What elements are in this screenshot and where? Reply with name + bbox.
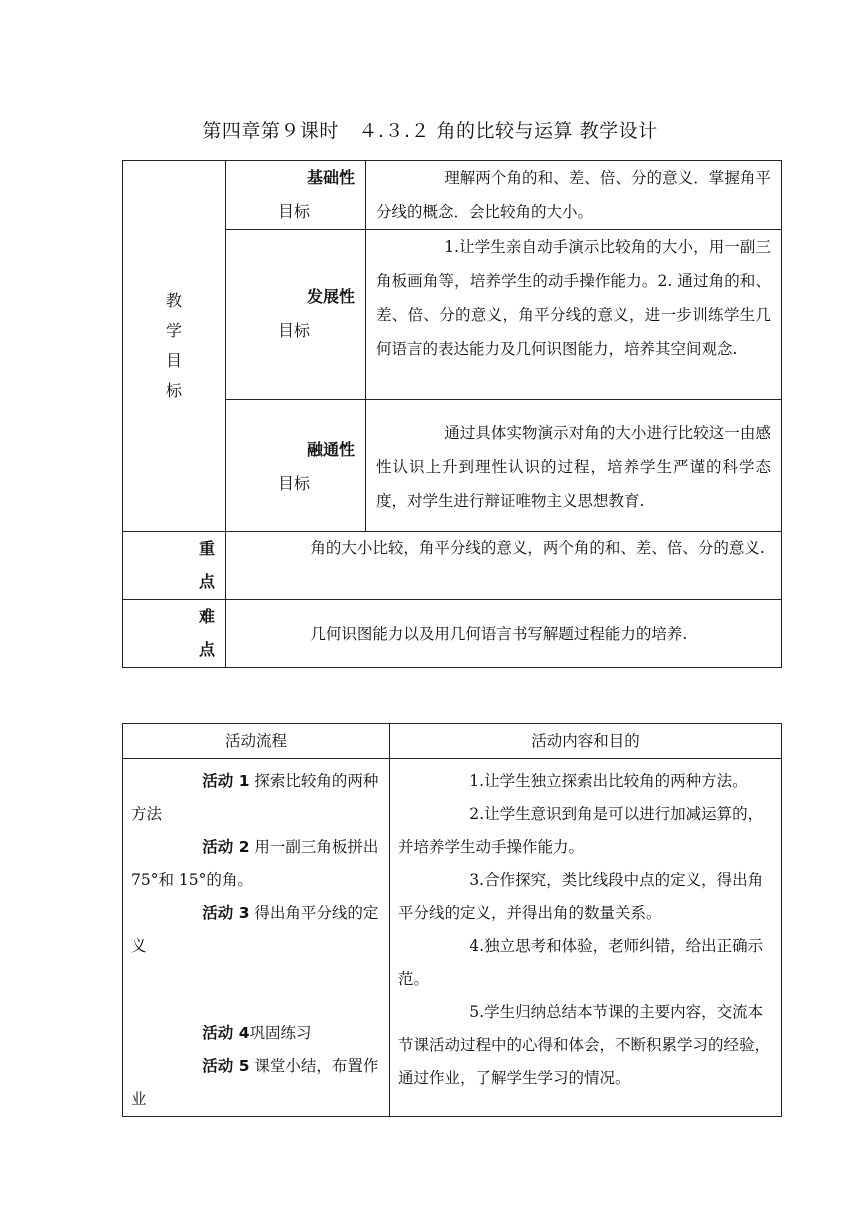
key-points-text: 角的大小比较，角平分线的意义，两个角的和、差、倍、分的意义. — [226, 532, 782, 600]
objectives-label-char: 标 — [165, 381, 182, 400]
activity-purpose: 5.学生归纳总结本节课的主要内容，交流本节课活动过程中的心得和体会，不断积累学习的经验，通过作业，了解学生学习的情况。 — [398, 1003, 771, 1087]
basic-goal-label-line2: 目标 — [278, 202, 311, 221]
activities-header-right: 活动内容和目的 — [390, 724, 782, 759]
objectives-label-char: 教 — [165, 291, 182, 310]
activity-item: 活动 3 得出角平分线的定义 — [131, 904, 379, 955]
basic-goal-label-line1: 基础性 — [306, 168, 355, 187]
basic-goal-label — [226, 161, 366, 230]
development-goal-label-line1: 发展性 — [306, 287, 355, 306]
document-title: 第四章第９课时 ４.３.２ 角的比较与运算 教学设计 — [202, 120, 658, 142]
activity-purpose: 2.让学生意识到角是可以进行加减运算的，并培养学生动手操作能力。 — [398, 805, 764, 856]
activities-left-cell — [123, 759, 390, 1117]
basic-goal-text: 理解两个角的和、差、倍、分的意义．掌握角平分线的概念．会比较角的大小。 — [366, 161, 782, 230]
objectives-label-char: 目 — [165, 351, 182, 370]
objectives-label — [123, 161, 226, 532]
integration-goal-text: 通过具体实物演示对角的大小进行比较这一由感性认识上升到理性认识的过程，培养学生严谨的科学态度，对学生进行辩证唯物主义思想教育. — [366, 400, 782, 532]
objectives-label-char: 学 — [165, 321, 182, 340]
key-points-label — [123, 532, 226, 600]
integration-goal-label — [226, 400, 366, 532]
difficulties-label-char: 难 — [198, 607, 215, 626]
integration-goal-label-line2: 目标 — [278, 474, 311, 493]
objectives-table — [122, 160, 782, 668]
development-goal-label-line2: 目标 — [278, 321, 311, 340]
difficulties-label-char: 点 — [198, 640, 215, 659]
difficulties-text: 几何识图能力以及用几何语言书写解题过程能力的培养. — [226, 600, 782, 668]
activity-purpose: 1.让学生独立探索出比较角的两种方法。 — [469, 772, 748, 790]
key-points-label-char: 重 — [198, 539, 215, 558]
activities-table — [122, 723, 782, 1117]
activity-item: 活动 5 课堂小结，布置作业 — [131, 1057, 379, 1108]
activities-right-cell — [390, 759, 782, 1117]
integration-goal-label-line1: 融通性 — [306, 440, 355, 459]
activity-item: 活动 1 探索比较角的两种方法 — [131, 772, 379, 823]
activities-header-left: 活动流程 — [123, 724, 390, 759]
activity-purpose: 4.独立思考和体验，老师纠错，给出正确示范。 — [398, 937, 764, 988]
activity-purpose: 3.合作探究，类比线段中点的定义，得出角平分线的定义，并得出角的数量关系。 — [398, 871, 764, 922]
development-goal-label — [226, 230, 366, 400]
key-points-label-char: 点 — [198, 572, 215, 591]
activity-item: 活动 2 用一副三角板拼出 75°和 15°的角。 — [131, 838, 379, 889]
development-goal-text: 1.让学生亲自动手演示比较角的大小，用一副三角板画角等，培养学生的动手操作能力。2. 通过角的和、差、倍、分的意义，角平分线的意义，进一步训练学生几何语言的表达能力及几何识图能力，培养其空间观念. — [366, 230, 782, 400]
difficulties-label — [123, 600, 226, 668]
activity-item: 活动 4巩固练习 — [202, 1024, 312, 1042]
